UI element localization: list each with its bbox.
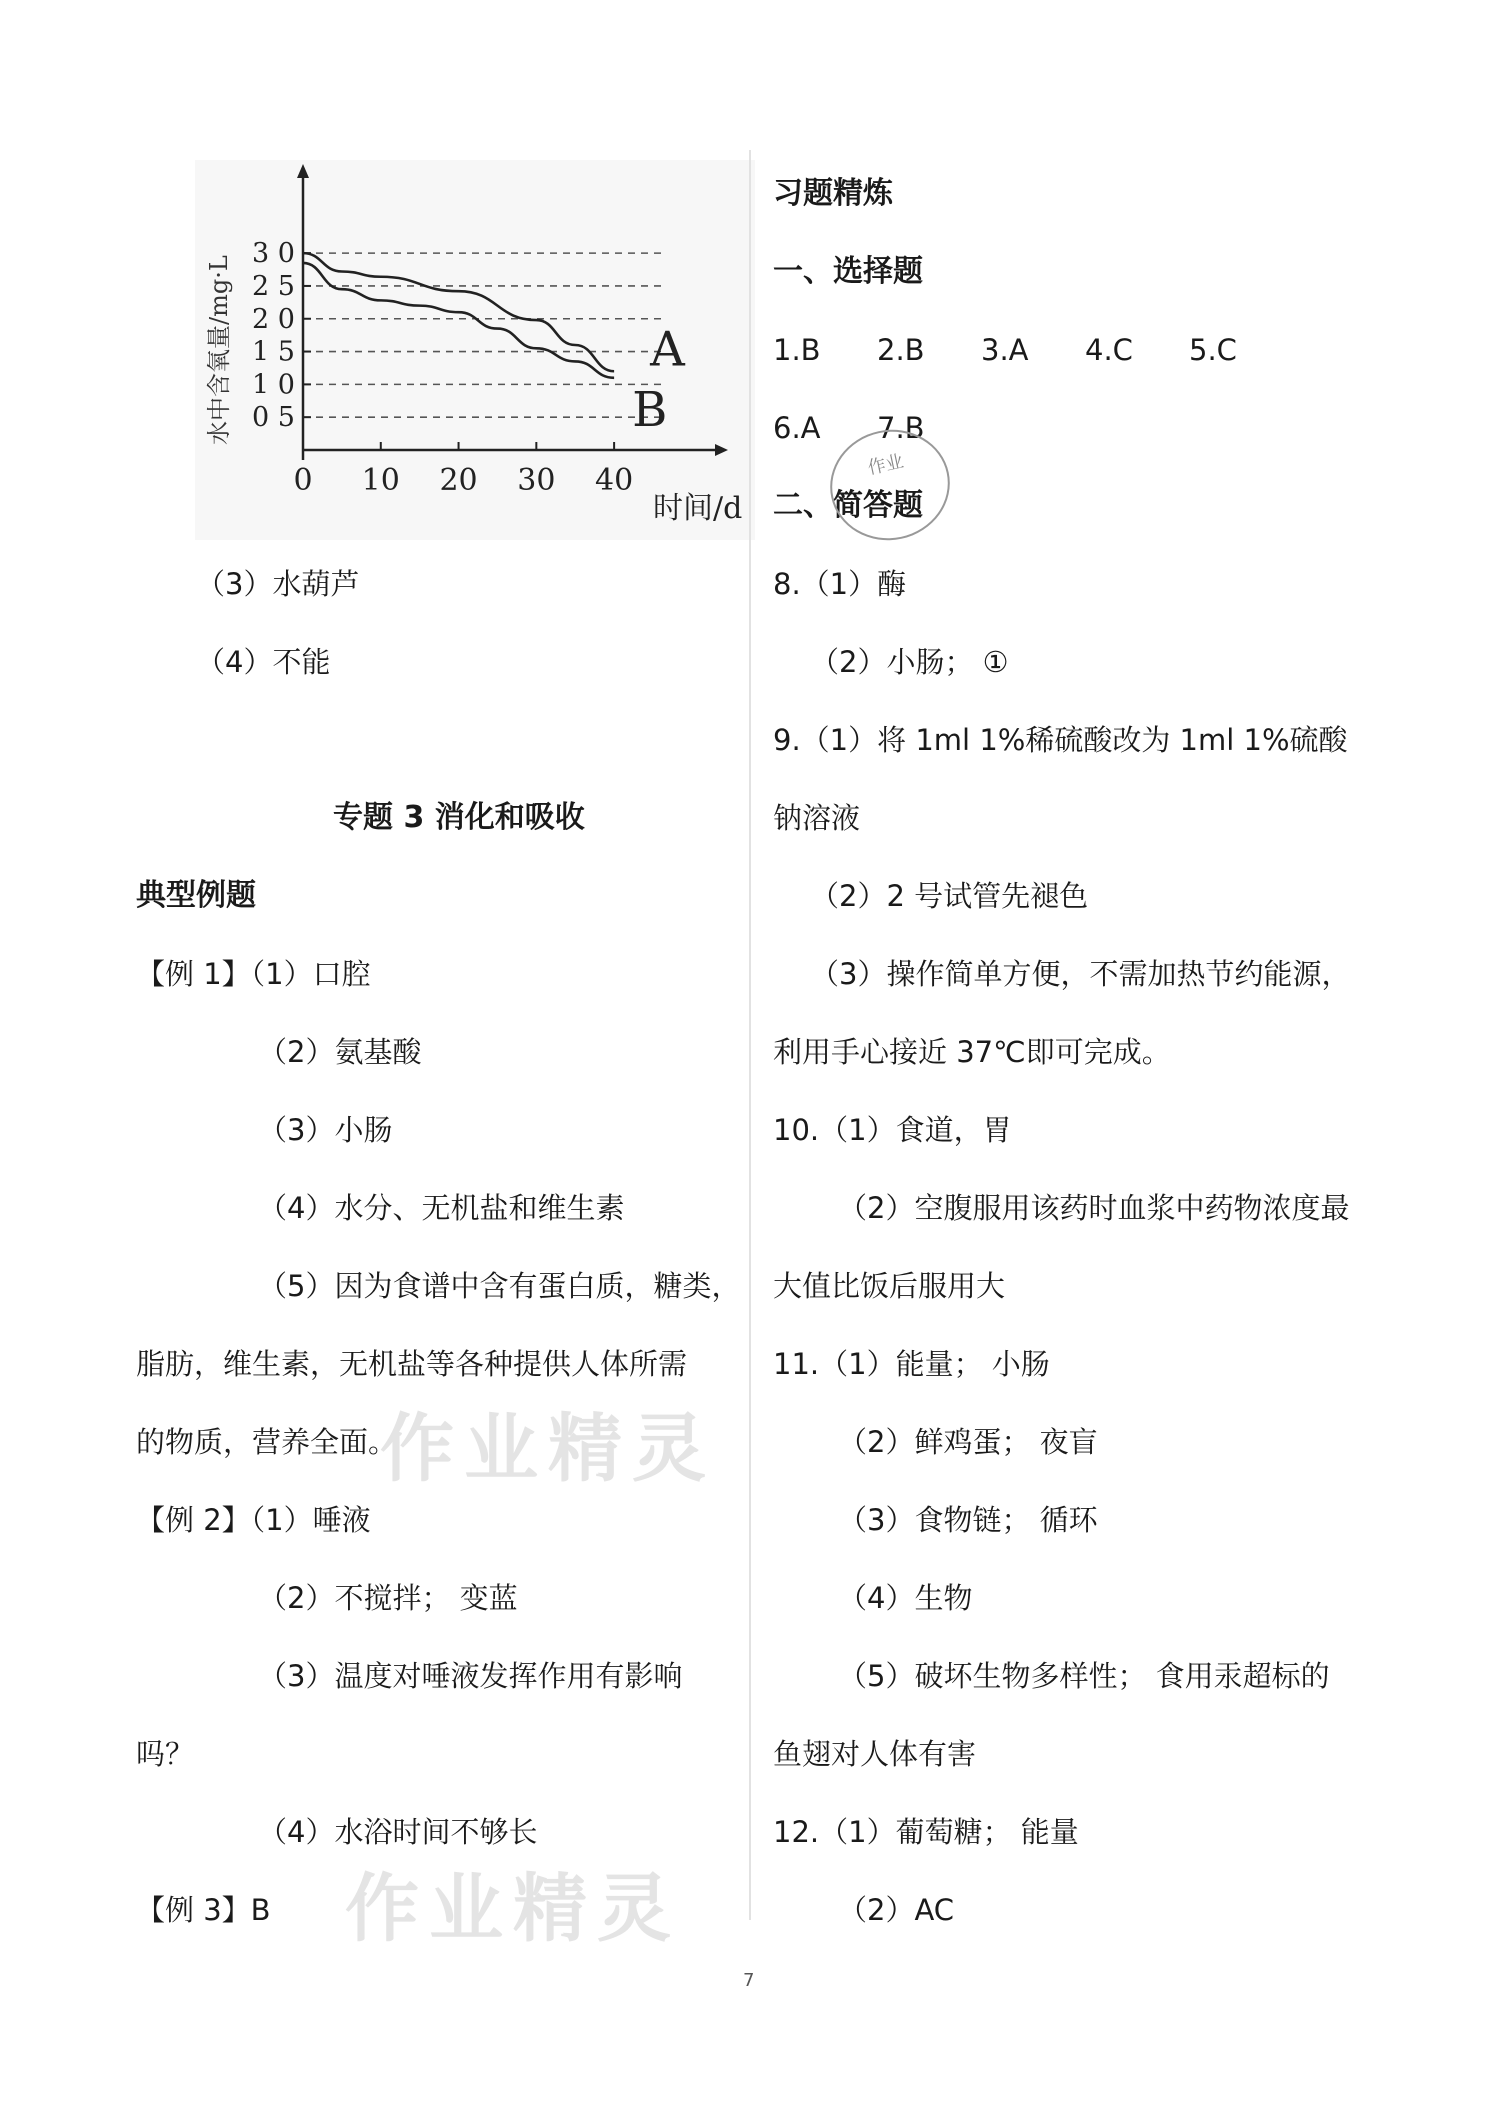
short-answer-line: （3）操作简单方便，不需加热节约能源，	[810, 957, 1351, 991]
short-answer-line: 11.（1）能量； 小肠	[773, 1347, 1050, 1381]
ex2-line: （4）水浴时间不够长	[258, 1815, 538, 1849]
short-answer-line: （2）空腹服用该药时血浆中药物浓度最	[838, 1191, 1350, 1225]
short-answer-line: 9.（1）将 1ml 1%稀硫酸改为 1ml 1%硫酸	[773, 723, 1348, 757]
part2-title: 二、简答题	[773, 488, 923, 523]
oxygen-chart	[195, 160, 755, 540]
part1-title: 一、选择题	[773, 254, 923, 289]
y-axis-label: 水中含氧量/mg·L	[205, 255, 233, 445]
short-answer-line: 12.（1）葡萄糖； 能量	[773, 1815, 1079, 1849]
topic-title: 专题 3 消化和吸收	[333, 800, 585, 835]
ex3-line: 【例 3】B	[136, 1893, 271, 1927]
answer-4-cannot: （4）不能	[196, 645, 331, 679]
x-tick-label: 0	[293, 463, 313, 498]
mc-answer: 2.B	[877, 333, 925, 367]
x-tick-label: 20	[439, 463, 478, 498]
y-tick-label: 3 0	[252, 238, 295, 270]
short-answer-line: （4）生物	[838, 1581, 973, 1615]
ex2-line: （2）不搅拌； 变蓝	[258, 1581, 518, 1615]
ex1-line: （3）小肠	[258, 1113, 393, 1147]
ex1-line: 脂肪，维生素，无机盐等各种提供人体所需	[136, 1347, 688, 1381]
short-answer-line: 鱼翅对人体有害	[773, 1737, 977, 1771]
short-answer-line: 10.（1）食道，胃	[773, 1113, 1012, 1147]
watermark: 作业精灵	[345, 1866, 681, 1952]
short-answer-line: 钠溶液	[773, 801, 861, 835]
mc-answer: 1.B	[773, 333, 821, 367]
y-tick-label: 0 5	[252, 402, 295, 434]
ex1-line: （4）水分、无机盐和维生素	[258, 1191, 625, 1225]
ex1-line: （2）氨基酸	[258, 1035, 422, 1069]
ex2-line: 吗？	[136, 1737, 195, 1771]
y-tick-label: 2 5	[252, 270, 295, 302]
ex2-line: 【例 2】（1）唾液	[136, 1503, 371, 1537]
x-axis-label: 时间/d	[653, 491, 743, 526]
short-answer-line: （3）食物链； 循环	[838, 1503, 1098, 1537]
mc-answer: 5.C	[1189, 333, 1237, 367]
x-tick-label: 30	[517, 463, 556, 498]
y-tick-label: 2 0	[252, 303, 295, 335]
y-tick-label: 1 5	[252, 336, 295, 368]
mc-answer: 7.B	[877, 411, 925, 445]
short-answer-line: 大值比饭后服用大	[773, 1269, 1006, 1303]
x-tick-label: 40	[595, 463, 634, 498]
x-tick-label: 10	[361, 463, 400, 498]
answer-3-water-hyacinth: （3）水葫芦	[196, 567, 360, 601]
series-label-A: A	[650, 321, 685, 378]
short-answer-line: 利用手心接近 37℃即可完成。	[773, 1035, 1171, 1069]
short-answer-line: （2）AC	[838, 1893, 955, 1927]
mc-answer: 3.A	[981, 333, 1029, 367]
watermark: 作业精灵	[380, 1406, 716, 1492]
stamp-logo: 作业	[820, 419, 960, 552]
short-answer-line: （2）2 号试管先褪色	[810, 879, 1089, 913]
mc-answer: 4.C	[1085, 333, 1133, 367]
ex1-line: 的物质，营养全面。	[136, 1425, 398, 1459]
ex1-line: 【例 1】（1）口腔	[136, 957, 371, 991]
section-title-exercises: 习题精炼	[773, 176, 893, 211]
ex2-line: （3）温度对唾液发挥作用有影响	[258, 1659, 683, 1693]
short-answer-line: 8.（1）酶	[773, 567, 907, 601]
section-title-examples: 典型例题	[136, 878, 256, 913]
series-label-B: B	[632, 381, 668, 438]
y-tick-label: 1 0	[252, 369, 295, 401]
ex1-line: （5）因为食谱中含有蛋白质，糖类，	[258, 1269, 741, 1303]
page-number: 7	[743, 1970, 755, 1991]
short-answer-line: （2）鲜鸡蛋； 夜盲	[838, 1425, 1098, 1459]
column-divider	[749, 150, 751, 1920]
mc-answer: 6.A	[773, 411, 821, 445]
short-answer-line: （2）小肠； ①	[810, 645, 1009, 679]
short-answer-line: （5）破坏生物多样性； 食用汞超标的	[838, 1659, 1330, 1693]
